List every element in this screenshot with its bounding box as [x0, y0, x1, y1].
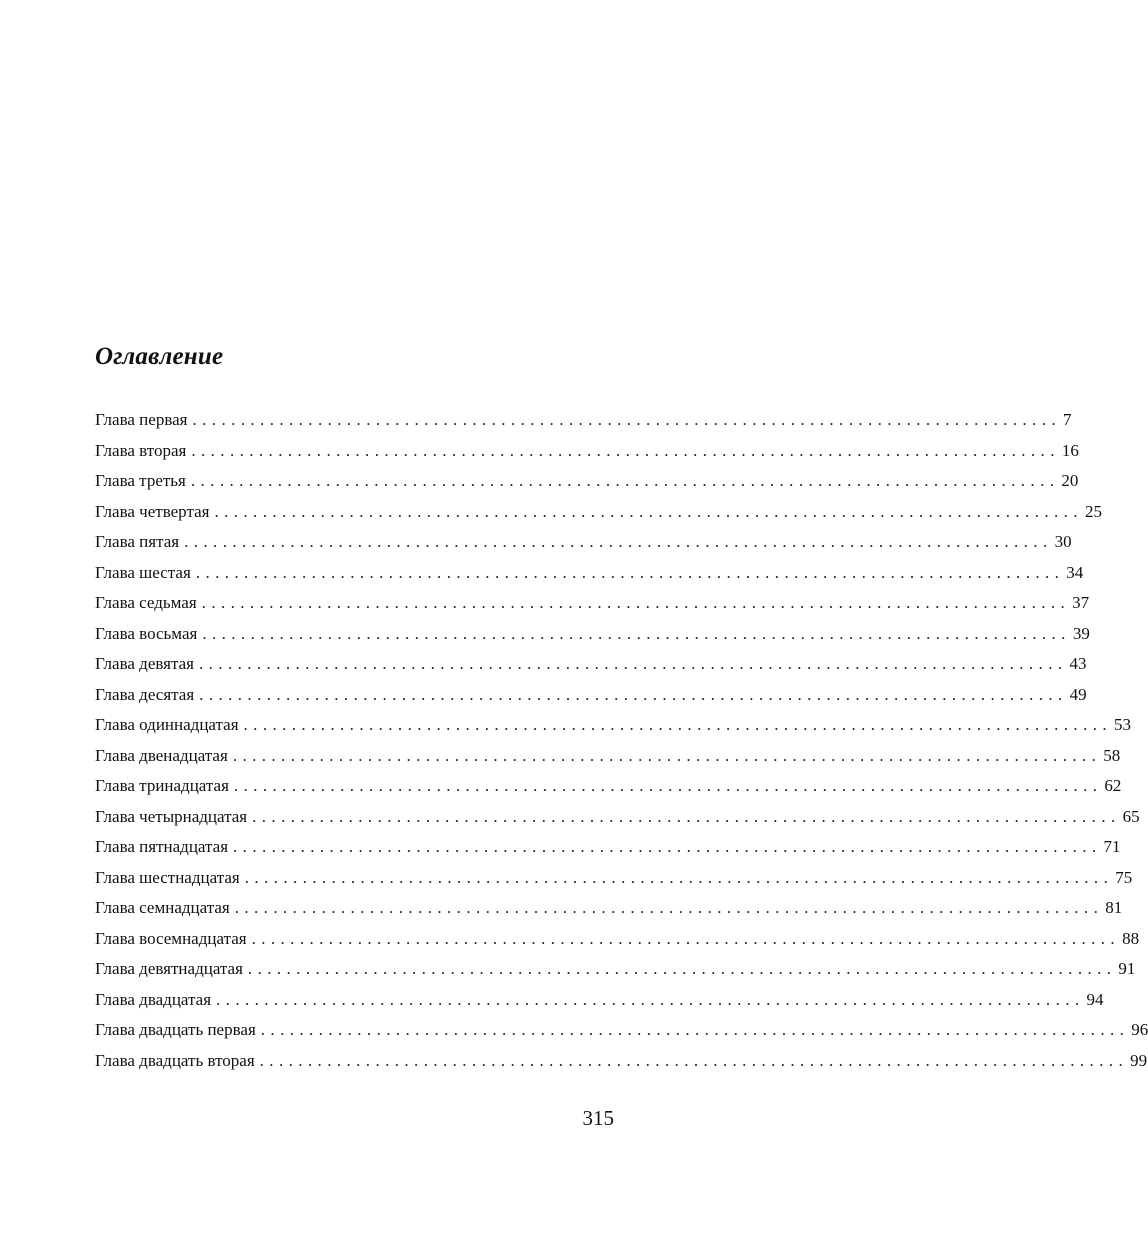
toc-entry-page: 53	[1114, 715, 1132, 734]
toc-entry[interactable]	[95, 436, 1079, 467]
toc-entry-page: 81	[1105, 898, 1123, 917]
dot-leader: ..........................................................................................	[216, 989, 1085, 1009]
toc-entry-label: Глава шестнадцатая	[95, 867, 240, 887]
dot-leader: ..........................................................................................	[192, 410, 1061, 429]
toc-entry-page: 30	[1054, 532, 1072, 551]
toc-entry[interactable]	[95, 924, 1140, 955]
toc-entry-page: 34	[1066, 562, 1084, 582]
toc-entry-label: Глава девятнадцатая	[95, 959, 243, 978]
toc-entry[interactable]	[95, 741, 1121, 772]
toc-entry[interactable]	[95, 1015, 1148, 1046]
dot-leader: ..........................................................................................	[199, 684, 1068, 704]
dot-leader: ..........................................................................................	[201, 593, 1071, 612]
toc-list	[95, 405, 1148, 1076]
toc-entry[interactable]	[95, 527, 1072, 558]
toc-entry-label: Глава седьмая	[95, 593, 197, 612]
toc-entry[interactable]	[95, 893, 1123, 924]
dot-leader: ..........................................................................................	[259, 1050, 1129, 1070]
toc-entry-label: Глава тринадцатая	[95, 776, 229, 795]
toc-entry[interactable]	[95, 1046, 1148, 1077]
toc-entry[interactable]	[95, 619, 1090, 650]
toc-entry-page: 99	[1130, 1050, 1148, 1070]
toc-entry-page: 65	[1122, 806, 1140, 826]
toc-entry[interactable]	[95, 710, 1132, 741]
toc-title: Оглавление	[95, 343, 224, 370]
toc-entry[interactable]	[95, 954, 1136, 985]
toc-entry[interactable]	[95, 771, 1122, 802]
toc-entry[interactable]	[95, 985, 1104, 1016]
toc-entry-page: 91	[1118, 959, 1136, 978]
toc-entry[interactable]	[95, 466, 1079, 497]
toc-entry-label: Глава двадцать первая	[95, 1020, 256, 1039]
toc-entry-page: 96	[1131, 1020, 1148, 1039]
dot-leader: ..........................................................................................	[233, 776, 1103, 795]
toc-entry[interactable]	[95, 588, 1090, 619]
dot-leader: ..........................................................................................	[233, 837, 1102, 856]
toc-entry-page: 62	[1104, 776, 1122, 795]
dot-leader: ..........................................................................................	[234, 898, 1104, 917]
toc-entry-label: Глава десятая	[95, 684, 195, 704]
toc-entry-label: Глава восемнадцатая	[95, 928, 247, 948]
dot-leader: ..........................................................................................	[252, 806, 1121, 826]
toc-entry-label: Глава третья	[95, 471, 186, 490]
toc-entry-page: 94	[1086, 989, 1104, 1009]
toc-entry-label: Глава пятая	[95, 532, 180, 551]
toc-entry-label: Глава шестая	[95, 562, 191, 582]
toc-entry-page: 7	[1063, 410, 1072, 429]
toc-entry-page: 88	[1122, 928, 1140, 948]
toc-entry-page: 37	[1072, 593, 1090, 612]
dot-leader: ..........................................................................................	[251, 928, 1121, 948]
dot-leader: ..........................................................................................	[214, 501, 1083, 521]
toc-entry-label: Глава вторая	[95, 440, 187, 460]
page-number: 315	[582, 1106, 614, 1130]
dot-leader: ..........................................................................................	[244, 867, 1114, 887]
toc-entry[interactable]	[95, 863, 1133, 894]
toc-entry-page: 39	[1072, 623, 1090, 643]
toc-entry[interactable]	[95, 497, 1102, 528]
toc-entry-label: Глава пятнадцатая	[95, 837, 229, 856]
toc-entry[interactable]	[95, 649, 1087, 680]
toc-entry-page: 71	[1103, 837, 1121, 856]
toc-entry-page: 43	[1069, 654, 1087, 673]
dot-leader: ..........................................................................................	[184, 532, 1053, 551]
toc-entry[interactable]	[95, 832, 1121, 863]
toc-entry-page: 75	[1115, 867, 1133, 887]
toc-entry-label: Глава восьмая	[95, 623, 198, 643]
dot-leader: ..........................................................................................	[260, 1020, 1130, 1039]
dot-leader: ..........................................................................................	[191, 440, 1060, 460]
dot-leader: ..........................................................................................	[243, 715, 1113, 734]
toc-entry-label: Глава четвертая	[95, 501, 210, 521]
dot-leader: ..........................................................................................	[232, 745, 1102, 765]
toc-entry-label: Глава одиннадцатая	[95, 715, 239, 734]
dot-leader: ..........................................................................................	[202, 623, 1071, 643]
dot-leader: ..........................................................................................	[199, 654, 1068, 673]
toc-entry[interactable]	[95, 405, 1072, 436]
toc-entry-label: Глава семнадцатая	[95, 898, 230, 917]
toc-entry[interactable]	[95, 558, 1084, 589]
toc-entry-page: 25	[1084, 501, 1102, 521]
toc-entry-label: Глава четырнадцатая	[95, 806, 248, 826]
toc-entry[interactable]	[95, 680, 1087, 711]
toc-entry-page: 49	[1069, 684, 1087, 704]
dot-leader: ..........................................................................................	[190, 471, 1060, 490]
toc-entry-label: Глава двенадцатая	[95, 745, 228, 765]
toc-entry-label: Глава девятая	[95, 654, 194, 673]
dot-leader: ..........................................................................................	[247, 959, 1117, 978]
dot-leader: ..........................................................................................	[195, 562, 1065, 582]
toc-entry-label: Глава двадцатая	[95, 989, 212, 1009]
toc-entry-page: 16	[1061, 440, 1079, 460]
toc-entry-page: 58	[1103, 745, 1121, 765]
toc-entry[interactable]	[95, 802, 1140, 833]
toc-entry-page: 20	[1061, 471, 1079, 490]
toc-entry-label: Глава первая	[95, 410, 188, 429]
toc-entry-label: Глава двадцать вторая	[95, 1050, 255, 1070]
